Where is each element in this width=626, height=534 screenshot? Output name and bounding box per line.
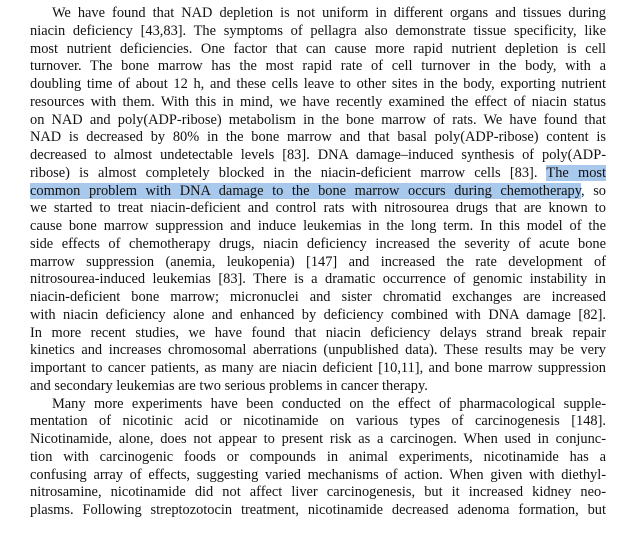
text-line: Nicotinamide, alone, does not appear to present risk as a carcinogen. When used in conjunc-: [30, 431, 606, 447]
text-line: confusing array of effects, suggesting varied mechanisms of action. When given with diethyl-: [30, 466, 606, 483]
paragraph-2: [30, 396, 606, 520]
text-line: We have found that NAD depletion is not uniform in different organs and tissues during: [52, 5, 606, 21]
text-line: turnover. The bone marrow has the most rapid rate of cell turnover in the body, with a: [30, 58, 606, 75]
text-line: kinetics and increases chromosomal aberrations (unpublished data). These results may be very: [30, 342, 606, 359]
text-line: mentation of nicotinic acid or nicotinamide on various types of carcinogenesis [148].: [30, 413, 606, 430]
text-line: most nutrient deficiencies. One factor that can cause more rapid nutrient depletion is cell: [30, 40, 606, 57]
document-page: [30, 5, 606, 520]
text-line: resources with them. With this in mind, we have recently examined the effect of niacin status: [30, 93, 606, 110]
text-line: we started to treat niacin-deficient and control rats with nitrosourea drugs that are known to: [30, 200, 606, 217]
selected-text[interactable]: common problem with DNA damage to the bone marrow occurs during chemotherapy: [30, 182, 581, 199]
text-line: nitrosamine, nicotinamide did not affect liver carcinogenesis, but it increased kidney neo-: [30, 484, 606, 501]
text-line[interactable]: [30, 165, 606, 183]
text-line: nitrosourea-induced leukemias [83]. There is a dramatic occurrence of genomic instability in: [30, 271, 606, 288]
text-line: important to cancer patients, as many are niacin deficient [10,11], and bone marrow suppression: [30, 360, 606, 376]
text-line: niacin deficiency [43,83]. The symptoms of pellagra also demonstrate tissue specificity, like: [30, 22, 606, 39]
text-line: niacin-deficient bone marrow; micronuclei and sister chromatid exchanges are increased: [30, 289, 606, 305]
paragraph-1: [30, 5, 606, 396]
text-line: Many more experiments have been conducted on the effect of pharmacological supple-: [52, 395, 606, 412]
text-segment: ribose) is almost completely blocked in the niacin-deficient marrow cells [83].: [30, 164, 547, 181]
text-line: cause bone marrow suppression and induce leukemias in the long term. In this model of the: [30, 218, 606, 234]
selected-text[interactable]: The most: [546, 164, 606, 181]
text-line: tion with carcinogenic foods or compounds in animal experiments, nicotinamide has a: [30, 448, 606, 465]
text-line: doubling time of about 12 h, and these cells leave to other sites in the body, exporting nutrient: [30, 76, 606, 92]
text-line: marrow suppression (anemia, leukopenia) [147] and increased the rate development of: [30, 253, 606, 270]
text-segment: , so: [580, 182, 606, 199]
text-line: decreased to almost undetectable levels [83]. DNA damage–induced synthesis of poly(ADP-: [30, 147, 606, 163]
text-line: on NAD and poly(ADP-ribose) metabolism in the bone marrow of rats. We have found that: [30, 111, 606, 128]
text-line: with niacin deficiency alone and enhanced by deficiency combined with DNA damage [82].: [30, 306, 606, 323]
text-line: and secondary leukemias are two serious problems in cancer therapy.: [30, 377, 428, 394]
text-line[interactable]: [30, 183, 606, 201]
text-line: side effects of chemotherapy drugs, niacin deficiency increased the severity of acute bone: [30, 235, 606, 252]
text-line: In more recent studies, we have found that niacin deficiency delays strand break repair: [30, 324, 606, 341]
text-line: plasms. Following streptozotocin treatment, nicotinamide decreased adenoma formation, but: [30, 502, 606, 518]
text-line: NAD is decreased by 80% in the bone marrow and that basal poly(ADP-ribose) content is: [30, 129, 606, 146]
